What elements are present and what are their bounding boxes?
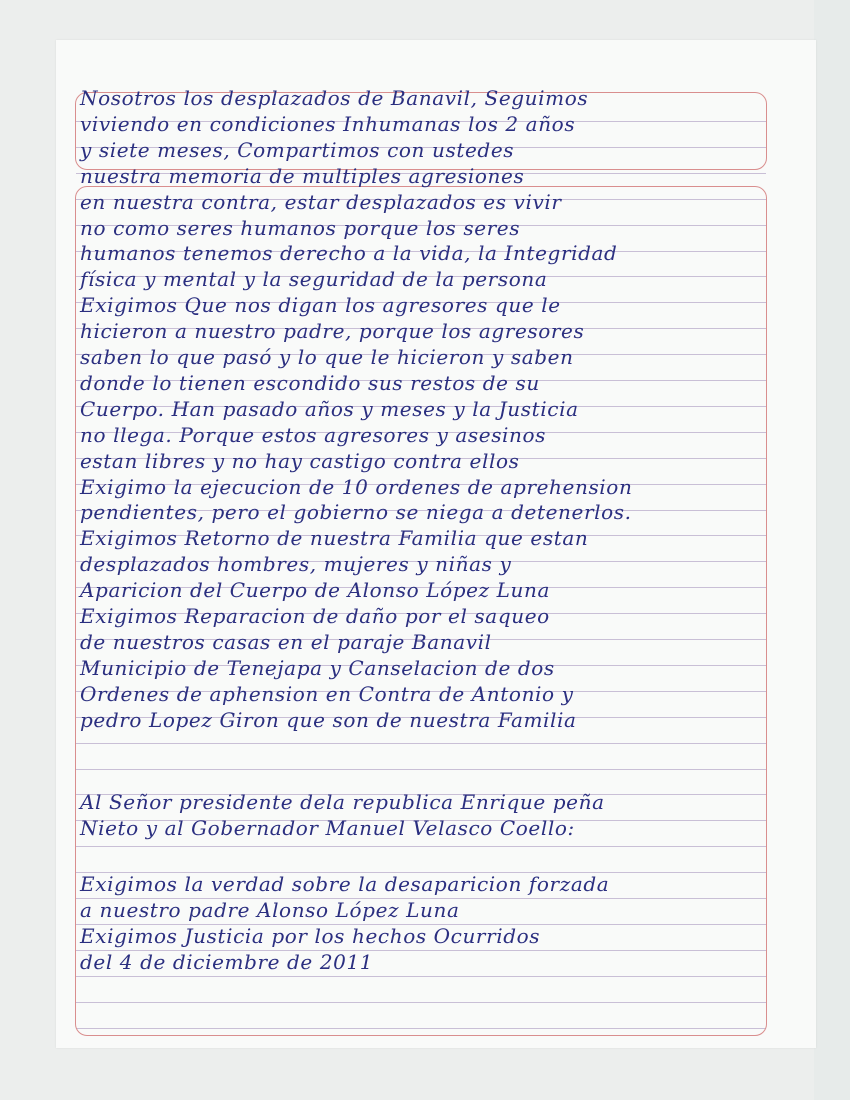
- text-line: Exigimos Justicia por los hechos Ocurridos: [80, 923, 541, 948]
- text-line: Exigimos Retorno de nuestra Familia que estan: [80, 526, 589, 551]
- text-line: de nuestros casas en el paraje Banavil: [80, 629, 492, 654]
- text-line: nuestra memoria de multiples agresiones: [80, 163, 525, 188]
- text-line: a nuestro padre Alonso López Luna: [80, 897, 460, 922]
- scan-edge: [814, 0, 850, 1100]
- text-line: del 4 de diciembre de 2011: [80, 949, 374, 974]
- text-line: física y mental y la seguridad de la persona: [80, 267, 548, 292]
- text-line: Municipio de Tenejapa y Canselacion de dos: [80, 655, 555, 680]
- text-line: Al Señor presidente dela republica Enrique peña: [80, 790, 605, 814]
- text-line: Exigimos Reparacion de daño por el saqueo: [80, 604, 550, 628]
- text-line: Ordenes de aphension en Contra de Antonio y: [80, 681, 574, 706]
- text-line: Exigimo la ejecucion de 10 ordenes de aprehension: [80, 474, 633, 499]
- text-line: Exigimos Que nos digan los agresores que le: [80, 293, 561, 318]
- text-line: Nieto y al Gobernador Manuel Velasco Coello:: [80, 815, 575, 840]
- text-line: pendientes, pero el gobierno se niega a detenerlos.: [80, 500, 632, 525]
- text-line: no llega. Porque estos agresores y asesinos: [80, 422, 547, 447]
- text-line: Exigimos la verdad sobre la desaparicion forzada: [80, 872, 610, 896]
- text-line: Nosotros los desplazados de Banavil, Seguimos: [80, 86, 589, 110]
- text-line: y siete meses, Compartimos con ustedes: [80, 137, 515, 162]
- text-line: Cuerpo. Han pasado años y meses y la Justicia: [80, 396, 579, 421]
- text-line: pedro Lopez Giron que son de nuestra Familia: [80, 707, 577, 732]
- text-line: hicieron a nuestro padre, porque los agresores: [80, 319, 585, 344]
- text-line: estan libres y no hay castigo contra ellos: [80, 448, 520, 473]
- text-line: saben lo que pasó y lo que le hicieron y saben: [80, 345, 574, 369]
- text-line: viviendo en condiciones Inhumanas los 2 años: [80, 111, 576, 136]
- text-line: en nuestra contra, estar desplazados es vivir: [80, 189, 562, 214]
- text-line: humanos tenemos derecho a la vida, la Integridad: [80, 241, 618, 266]
- text-line: donde lo tienen escondido sus restos de su: [80, 370, 540, 395]
- text-line: Aparicion del Cuerpo de Alonso López Luna: [80, 578, 551, 603]
- text-line: no como seres humanos porque los seres: [80, 215, 521, 240]
- text-line: desplazados hombres, mujeres y niñas y: [80, 552, 512, 577]
